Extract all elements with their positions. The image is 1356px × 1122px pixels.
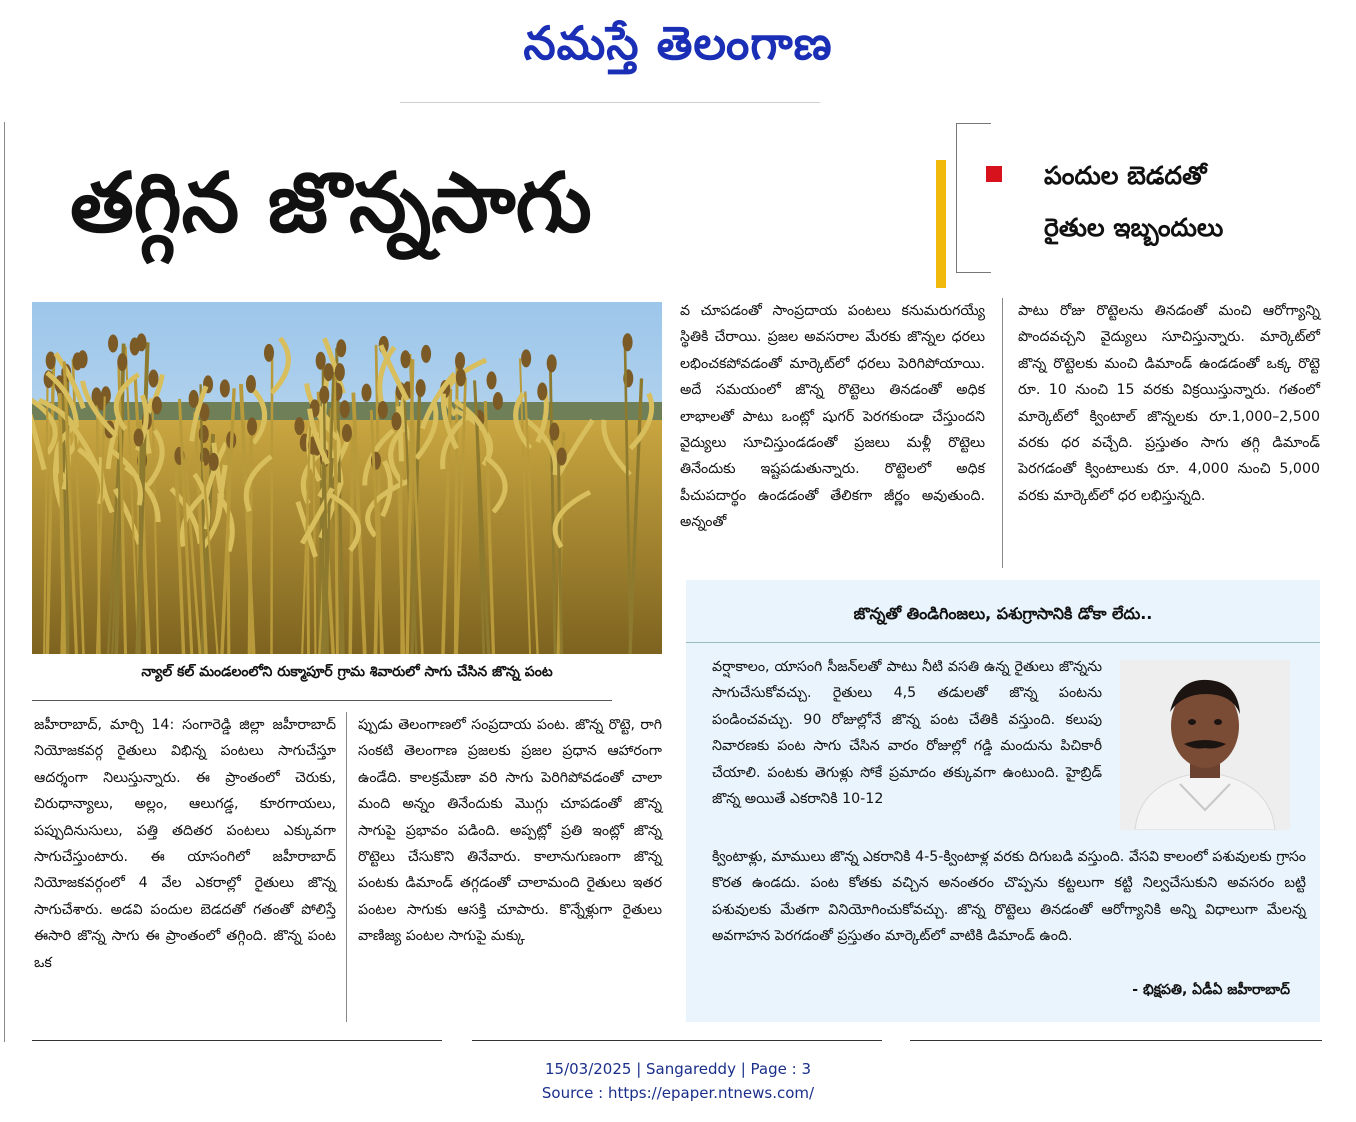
sorghum-head (549, 423, 559, 441)
sorghum-head (189, 390, 199, 408)
page-frame-left (4, 122, 5, 1042)
sorghum-head (521, 349, 531, 367)
sorghum-head (72, 352, 82, 370)
sorghum-head (493, 392, 503, 410)
bottom-rule-middle (472, 1040, 882, 1041)
subdeck-line-2: రైతుల ఇబ్బందులు (1044, 213, 1224, 242)
article-column-2: ప్పుడు తెలంగాణలో సంప్రదాయ పంట. జొన్న రొట్టె, రాగి సంకటి తెలంగాణ ప్రజలకు ప్రజల ప్రధాన ఆహారంగా ఉండేది. కాలక్రమేణా వరి సాగు పెరిగిపోవడంతో చాలా మంది అన్నం తినేందుకు మొగ్గు చూపడంతో జొన్న సాగుపై ప్రభావం పడింది. అప్పట్లో ప్రతి ఇంట్లో జొన్న రొట్టెలు చేసుకొని తినేవారు. కాలానుగుణంగా జొన్న పంటకు డిమాండ్ తగ్గడంతో చాలామంది రైతులు ఇతర పంటల సాగుకు ఆసక్తి చూపారు. కొన్నేళ్లుగా రైతులు వాణిజ్య పంటల సాగుపై మక్కు (358, 717, 662, 945)
sorghum-head (421, 345, 431, 363)
sorghum-head (537, 382, 547, 400)
sorghum-head (199, 425, 209, 443)
photo-caption: న్యాల్ కల్ మండలంలోని రుక్మాపూర్ గ్రామ శివారులో సాగు చేసిన జొన్న పంట (141, 664, 553, 680)
subdeck (1044, 150, 1344, 254)
sorghum-head (46, 352, 56, 370)
bottom-rule-right (910, 1040, 1322, 1041)
sorghum-head (455, 352, 465, 370)
sorghum-head (557, 447, 567, 465)
sorghum-head (246, 375, 256, 393)
sorghum-field-photo (32, 302, 662, 654)
article-column-4: పాటు రోజు రొట్టెలను తినడంతో మంచి ఆరోగ్యాన్ని పొందవచ్చని వైద్యులు సూచిస్తున్నారు. మార్కెట్‌లో జొన్న రొట్టెలకు మంచి డిమాండ్ ఉండడంతో ఒక్క రొట్టె రూ. 10 నుంచి 15 వరకు విక్రయిస్తున్నారు. గతంలో మార్కెట్‌లో క్వింటాల్ జొన్నలకు రూ.1,000–2,500 వరకు ధర వచ్చేది. ప్రస్తుతం సాగు తగ్గి డిమాండ్ పెరగడంతో క్వింటాలుకు రూ. 4,000 నుంచి 5,000 వరకు మార్కెట్‌లో ధర లభిస్తున్నది. (1018, 303, 1320, 504)
expert-portrait (1120, 660, 1290, 830)
column-divider (1002, 298, 1003, 568)
subdeck-line-1: పందుల బెడదతో (1044, 161, 1207, 190)
caption-rule (32, 700, 612, 701)
sorghum-head (108, 335, 118, 353)
sorghum-head (209, 453, 219, 471)
sorghum-head (324, 363, 334, 381)
bullet-marker (986, 166, 1002, 182)
sorghum-head (148, 369, 158, 387)
sorghum-stalk (139, 438, 141, 654)
bottom-rule-left (32, 1040, 442, 1041)
sorghum-head (340, 400, 350, 418)
sorghum-head (152, 396, 162, 414)
accent-bar (936, 160, 946, 288)
sorghum-head (487, 371, 497, 389)
expert-box-text-bottom: క్వింటాళ్లు, మాములు జొన్న ఎకరానికి 4-5-క్వింటాళ్ల వరకు దిగుబడి వస్తుంది. వేసవి కాలంలో పశువులకు గ్రాసం కొరత ఉండదు. పంట కోతకు వచ్చిన అనంతరం చొప్పను కట్టలుగా కట్టి నిల్వచేసుకుని అవసరం బట్టి పశువులకు మేతగా వినియోగించుకోవచ్చు. జొన్న రొట్టెలు తినడంతో ఆరోగ్యానికి అన్ని విధాలుగా మేలన్న అవగాహన పెరగడంతో ప్రస్తుతం మార్కెట్‌లో వాటికి డిమాండ్ ఉంది. (712, 849, 1306, 945)
sorghum-head (335, 363, 345, 381)
sorghum-head (456, 369, 466, 387)
headline: తగ్గిన జొన్నసాగు (70, 156, 592, 251)
sorghum-field-illustration (32, 302, 662, 654)
column-divider (346, 712, 347, 1022)
expert-byline: - భిక్షపతి, ఏడీఏ జహీరాబాద్ (1132, 982, 1290, 998)
footer-source-link[interactable]: Source : https://epaper.ntnews.com/ (541, 1084, 815, 1102)
article-column-3: వ చూపడంతో సాంప్రదాయ పంటలు కనుమరుగయ్యే స్థితికి చేరాయి. ప్రజల అవసరాల మేరకు జొన్నల ధరలు లభించకపోవడంతో మార్కెట్‌లో ధరలు పెరిగిపోయాయి. అదే సమయంలో జొన్న రొట్టెలు తినడంతో అధిక లాభాలతో పాటు ఒంట్లో షుగర్ పెరగకుండా చేస్తుందని వైద్యులు సూచిస్తుండడంతో ప్రజలు మళ్లీ రొట్టెలు తినేందుకు ఇష్టపడుతున్నారు. రొట్టెలలో అధిక పీచుపదార్థం ఉండడంతో తేలికగా జీర్ణం అవుతుంది. అన్నంతో (680, 303, 985, 531)
sorghum-head (416, 379, 426, 397)
sorghum-head (294, 417, 304, 435)
sorghum-head (378, 401, 388, 419)
footer-date-edition: 15/03/2025 | Sangareddy | Page : 3 (544, 1060, 811, 1078)
expert-box-heading: జొన్నతో తిండిగింజలు, పశుగ్రాసానికి డోకా లేదు.. (853, 604, 1153, 623)
sorghum-head (401, 350, 411, 368)
article-column-1: జహీరాబాద్, మార్చి 14: సంగారెడ్డి జిల్లా జహీరాబాద్ నియోజకవర్గ రైతులు విభిన్న పంటలు సాగుచేస్తూ ఆదర్శంగా నిలుస్తున్నారు. ఈ ప్రాంతంలో చెరుకు, చిరుధాన్యాలు, అల్లం, ఆలుగడ్డ, కూరగాయలు, పప్పుదినుసులు, పత్తి తదితర పంటలు ఎక్కువగా సాగుచేస్తుంటారు. ఈ యాసంగిలో జహీరాబాద్ నియోజకవర్గంలో 4 వేల ఎకరాల్లో రైతులు జొన్న సాగుచేశారు. అడవి పందుల బెడదతో గతంతో పోలిస్తే ఈసారి జొన్న సాగు ఈ ప్రాంతంలో తగ్గింది. జొన్న పంట ఒక (34, 717, 336, 971)
sorghum-head (220, 379, 230, 397)
sorghum-head (342, 424, 352, 442)
expert-box-rule (686, 642, 1320, 643)
masthead-divider (400, 102, 820, 103)
masthead-logo: నమస్తే తెలంగాణ (523, 16, 833, 70)
sorghum-head (247, 417, 257, 435)
sorghum-head (362, 384, 372, 402)
sorghum-head (623, 333, 633, 351)
sorghum-head (319, 386, 329, 404)
sorghum-head (336, 339, 346, 357)
sorghum-head (391, 412, 401, 430)
sorghum-head (134, 429, 144, 447)
subdeck-bracket (956, 123, 991, 273)
sorghum-head (117, 353, 127, 371)
sorghum-stalk (250, 426, 252, 654)
sorghum-head (547, 354, 557, 372)
sorghum-head (264, 344, 274, 362)
expert-box-text-top: వర్షాకాలం, యాసంగి సీజన్‌లతో పాటు నీటి వసతి ఉన్న రైతులు జొన్నను సాగుచేసుకోవచ్చు. రైతులు 4,5 తడులతో జొన్న పంటను పండించవచ్చు. 90 రోజుల్లోనే జొన్న పంట చేతికి వస్తుంది. కలుపు నివారణకు పంట సాగు చేసిన వారం రోజుల్లో గడ్డి మందును పిచికారీ చేయాలి. పంటకు తెగుళ్లు సోకే ప్రమాదం తక్కువగా ఉంటుంది. హైబ్రిడ్ జొన్న అయితే ఎకరానికి 10-12 (712, 659, 1102, 808)
sorghum-head (316, 352, 326, 370)
sorghum-stalk (272, 353, 273, 654)
portrait-illustration (1120, 660, 1290, 830)
sorghum-head (136, 333, 146, 351)
